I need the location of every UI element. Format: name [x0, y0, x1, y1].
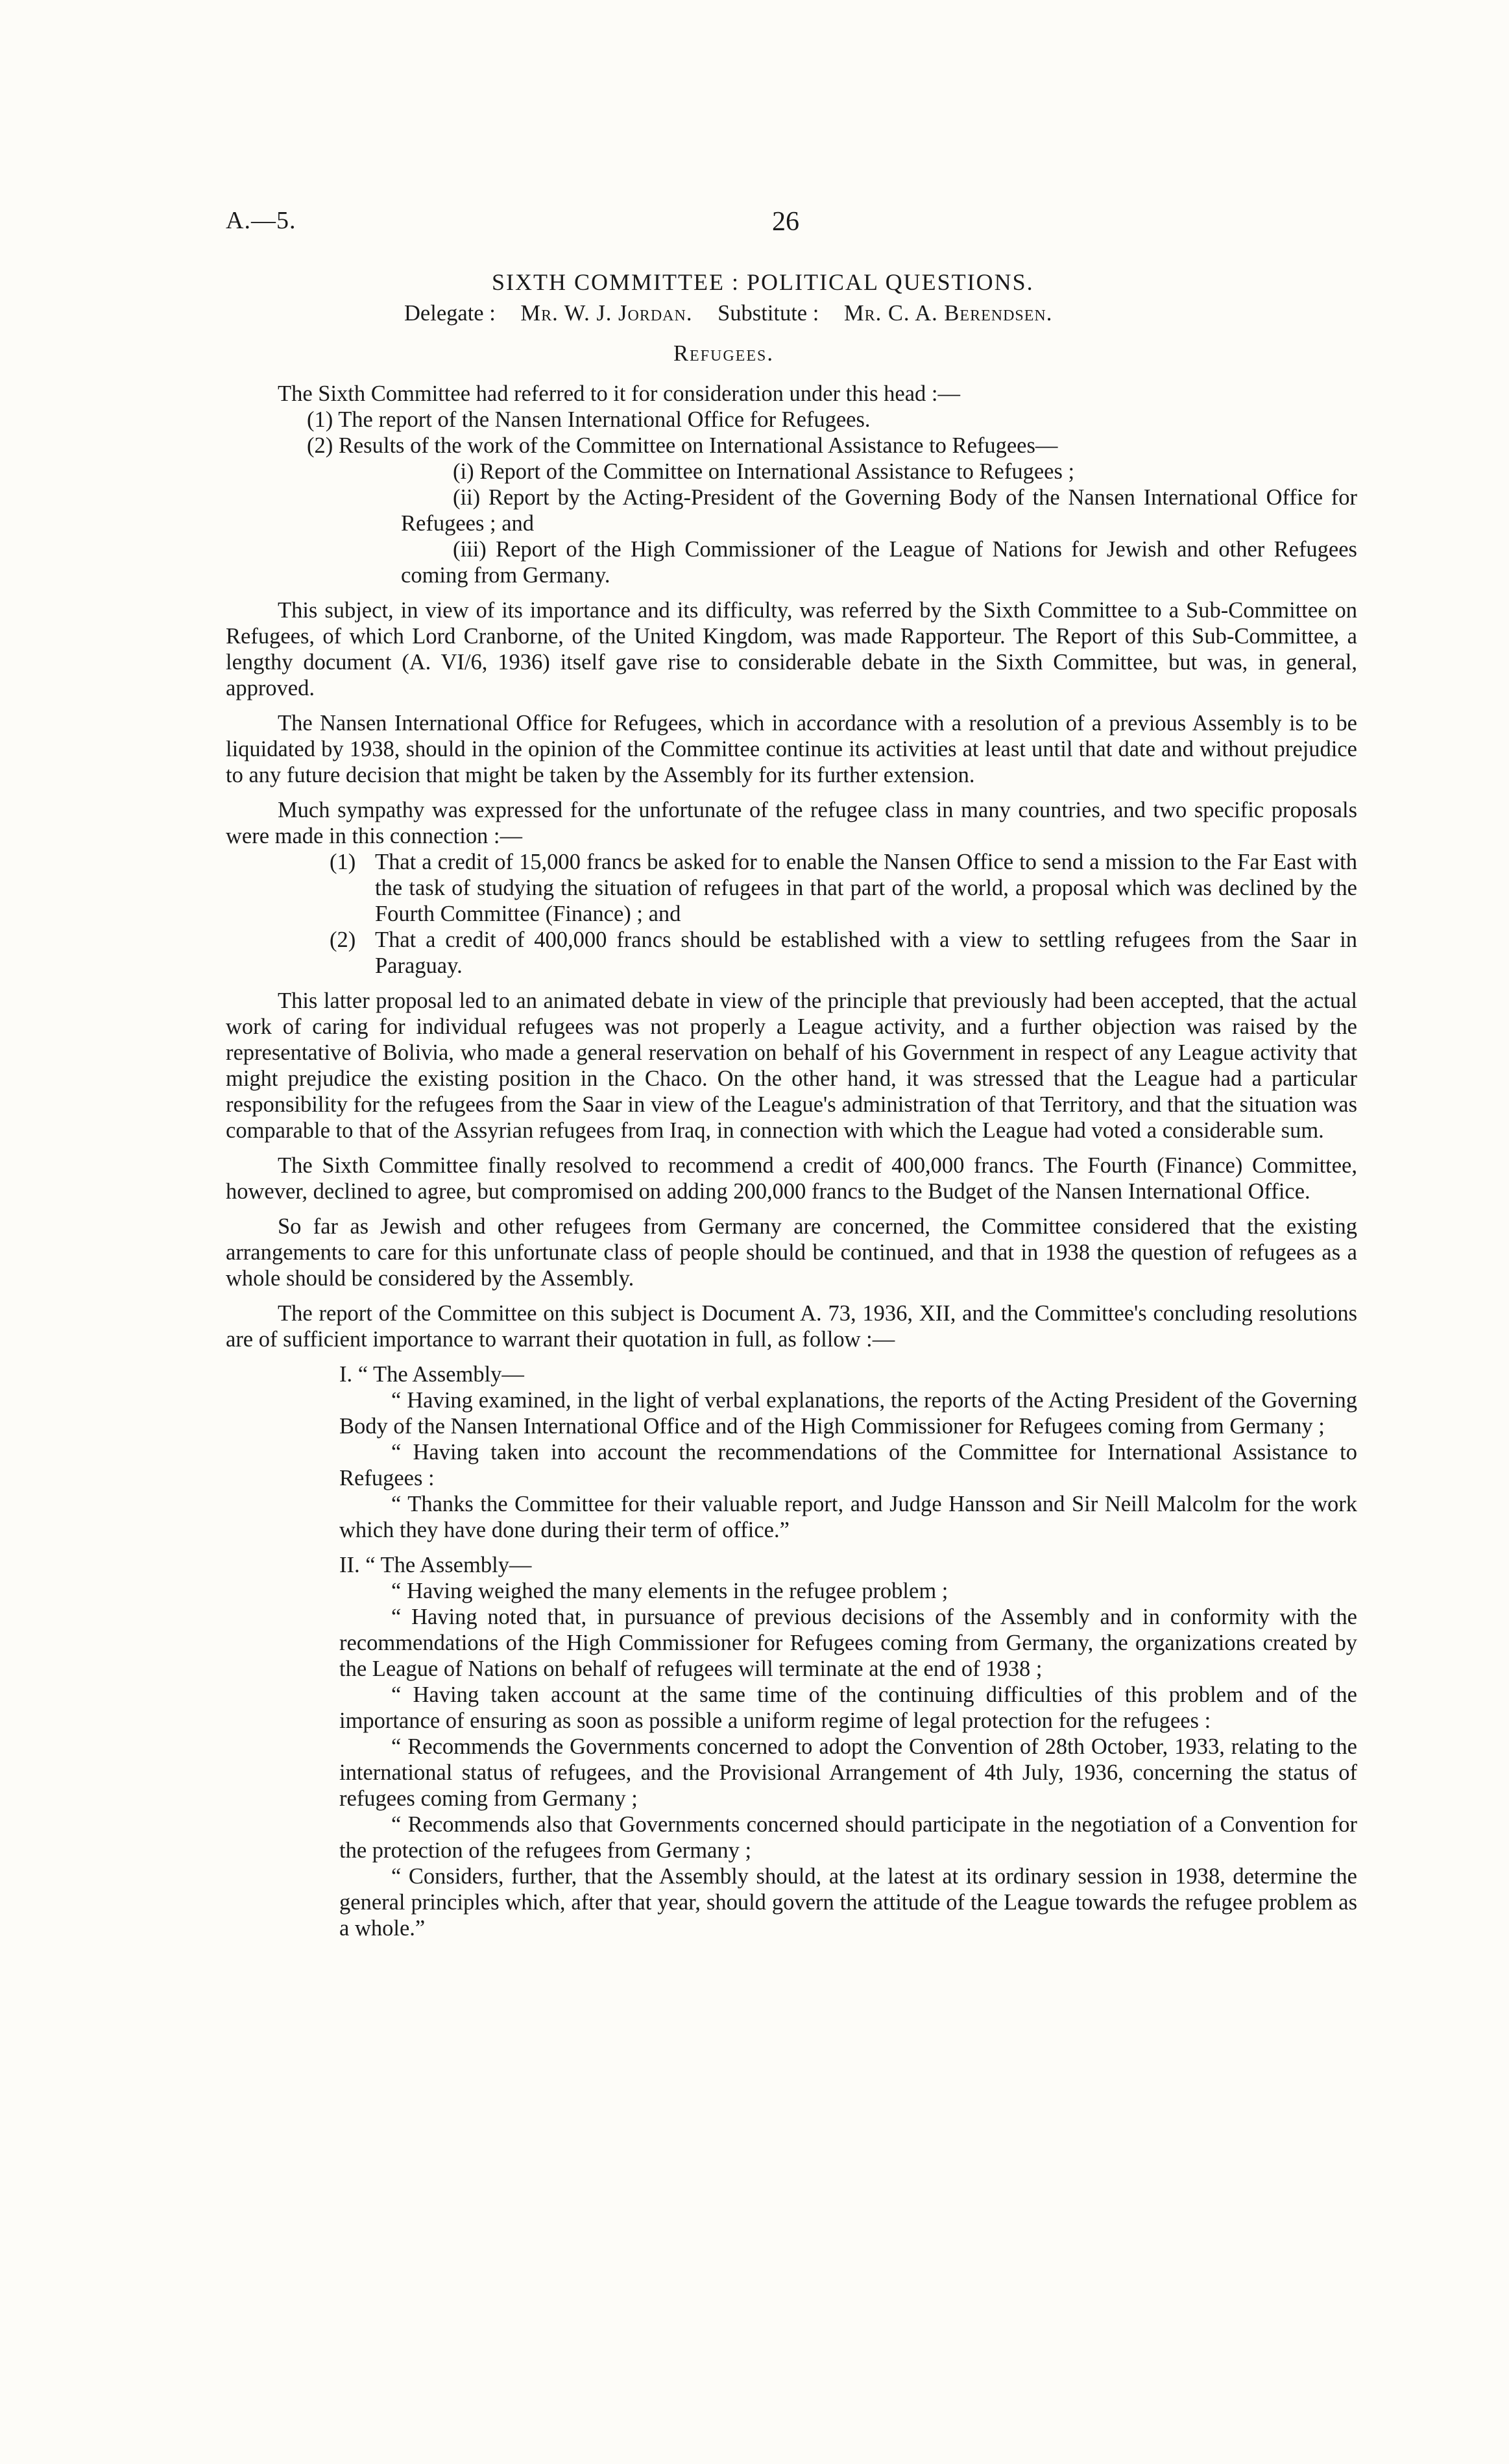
paragraph-debate: This latter proposal led to an animated debate in view of the principle that previously had been accepted, that the actual work of caring for individual refugees was not properly a League activity, and a further objection was raised by the representative of Bolivia, who made a general reservation on behalf of his Government in respect of any League activity that might prejudice the existing position in the Chaco. On the other hand, it was stressed that the League had a particular responsibility for the refugees from the Saar in view of the League's administration of that Territory, and that the situation was comparable to that of the Assyrian refugees from Iraq, in connection with which the League had voted a considerable sum.: [226, 988, 1357, 1143]
proposal-text: That a credit of 400,000 francs should be established with a view to settling refugees from the Saar in Paraguay.: [375, 927, 1357, 978]
list-item-2: (2) Results of the work of the Committee on International Assistance to Refugees—: [307, 433, 1058, 458]
paragraph-report: The report of the Committee on this subject is Document A. 73, 1936, XII, and the Committee's concluding resolutions are of sufficient importance to warrant their quotation in full, as follow :—: [226, 1301, 1357, 1352]
document-reference: A.—5.: [226, 207, 296, 234]
proposal-number: (1): [330, 850, 356, 874]
paragraph-credit: The Sixth Committee finally resolved to recommend a credit of 400,000 francs. The Fourth (Finance) Committee, however, declined to agree, but compromised on adding 200,000 francs to the Budget of the Nansen International Office.: [226, 1153, 1357, 1204]
resolution-clause: “ Having taken account at the same time of the continuing difficulties of this problem and of the importance of ensuring as soon as possible a uniform regime of legal protection for the refugees :: [339, 1682, 1357, 1733]
proposal-text: That a credit of 15,000 francs be asked for to enable the Nansen Office to send a mission to the Far East with the task of studying the situation of refugees in that part of the world, a proposal which was declined by the Fourth Committee (Finance) ; and: [375, 850, 1357, 926]
resolution-1: [226, 1361, 1357, 1543]
paragraph-sub-committee: This subject, in view of its importance and its difficulty, was referred by the Sixth Committee to a Sub-Committee on Refugees, of which Lord Cranborne, of the United Kingdom, was made Rapporteur. The Report of this Sub-Committee, a lengthy document (A. VI/6, 1936) itself gave rise to considerable debate in the Sixth Committee, but was, in general, approved.: [226, 598, 1357, 700]
page-body: [226, 269, 1357, 1941]
resolution-clause: “ Recommends also that Governments concerned should participate in the negotiation of a Convention for the protection of the refugees from Germany ;: [339, 1812, 1357, 1863]
resolution-clause: “ Having examined, in the light of verbal explanations, the reports of the Acting President of the Governing Body of the Nansen International Office and of the High Commissioner for Refugees coming from Germany ;: [339, 1388, 1357, 1439]
intro-paragraph: The Sixth Committee had referred to it for consideration under this head :—: [278, 381, 960, 406]
section-heading: Refugees.: [673, 341, 774, 366]
list-item-1: (1) The report of the Nansen International Office for Refugees.: [307, 407, 871, 432]
paragraph-sympathy: Much sympathy was expressed for the unfortunate of the refugee class in many countries, and two specific proposals were made in this connection :—: [226, 798, 1357, 848]
resolution-2: [226, 1552, 1357, 1941]
sub-item-ii: (ii) Report by the Acting-President of the Governing Body of the Nansen International Office for Refugees ; and: [401, 485, 1357, 536]
proposal-2: [226, 927, 1357, 979]
committee-title: SIXTH COMMITTEE : POLITICAL QUESTIONS.: [492, 269, 1034, 295]
sub-item-iii: (iii) Report of the High Commissioner of the League of Nations for Jewish and other Refugees coming from Germany.: [401, 537, 1357, 588]
substitute-name: Mr. C. A. Berendsen.: [843, 301, 1053, 326]
resolution-clause: “ Having taken into account the recommendations of the Committee for International Assistance to Refugees :: [339, 1440, 1357, 1490]
resolution-heading: I. “ The Assembly—: [339, 1362, 524, 1387]
page-number: 26: [772, 207, 799, 237]
delegates-line: [404, 300, 1357, 326]
proposal-number: (2): [330, 927, 356, 952]
resolution-clause: “ Recommends the Governments concerned to adopt the Convention of 28th October, 1933, relating to the international status of refugees, and the Provisional Arrangement of 4th July, 1936, concerning the status of refugees coming from Germany ;: [339, 1734, 1357, 1811]
resolution-clause: “ Having noted that, in pursuance of previous decisions of the Assembly and in conformity with the recommendations of the High Commissioner for Refugees coming from Germany, the organizations created by the League of Nations on behalf of refugees will terminate at the end of 1938 ;: [339, 1605, 1357, 1681]
resolution-heading: II. “ The Assembly—: [339, 1553, 532, 1577]
resolution-clause: “ Considers, further, that the Assembly should, at the latest at its ordinary session in 1938, determine the general principles which, after that year, should govern the attitude of the League towards the refugee problem as a whole.”: [339, 1864, 1357, 1941]
resolution-clause: “ Having weighed the many elements in the refugee problem ;: [391, 1579, 948, 1603]
delegate-label: Delegate :: [404, 301, 496, 326]
sub-item-i: (i) Report of the Committee on International Assistance to Refugees ;: [453, 459, 1075, 484]
proposal-1: [226, 849, 1357, 927]
paragraph-germany: So far as Jewish and other refugees from Germany are concerned, the Committee considered that the existing arrangements to care for this unfortunate class of people should be continued, and that in 1938 the question of refugees as a whole should be considered by the Assembly.: [226, 1214, 1357, 1291]
resolution-clause: “ Thanks the Committee for their valuable report, and Judge Hansson and Sir Neill Malcolm for the work which they have done during their term of office.”: [339, 1492, 1357, 1542]
substitute-label: Substitute :: [718, 301, 819, 326]
paragraph-nansen-office: The Nansen International Office for Refugees, which in accordance with a resolution of a previous Assembly is to be liquidated by 1938, should in the opinion of the Committee continue its activities at least until that date and without prejudice to any future decision that might be taken by the Assembly for its further extension.: [226, 711, 1357, 787]
delegate-name: Mr. W. J. Jordan.: [520, 301, 693, 326]
